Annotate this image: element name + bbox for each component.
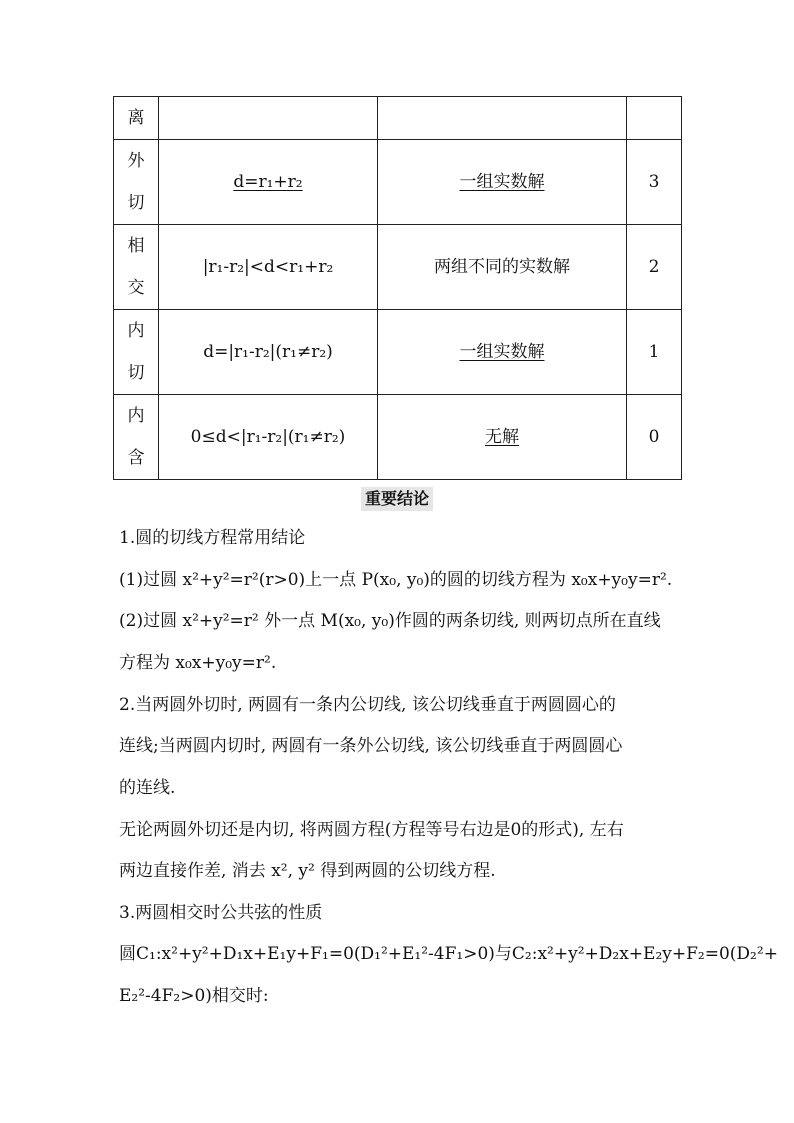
relation-cell: 内 含 [114,395,159,480]
text-line: (2)过圆 x²+y²=r² 外一点 M(x₀, y₀)作圆的两条切线, 则两切点所在直线 [119,611,661,631]
condition-cell: |r₁-r₂|<d<r₁+r₂ [159,225,378,310]
condition-cell: d=|r₁-r₂|(r₁≠r₂) [159,310,378,395]
table-row [114,97,682,140]
count-cell: 1 [627,310,682,395]
text-line: E₂²-4F₂>0)相交时: [119,986,269,1006]
table-row [114,395,682,480]
condition-cell: 0≤d<|r₁-r₂|(r₁≠r₂) [159,395,378,480]
table-row [114,140,682,225]
text-line: 的连线. [119,778,176,798]
solution-cell [378,310,627,395]
table-row [114,225,682,310]
relation-cell: 相 交 [114,225,159,310]
solution-cell [378,140,627,225]
condition-text: d=r₁+r₂ [233,172,303,192]
count-cell: 0 [627,395,682,480]
text-line: 3.两圆相交时公共弦的性质 [119,903,323,923]
section-heading: 重要结论 [0,487,794,511]
text-line: 方程为 x₀x+y₀y=r². [119,653,277,673]
solution-text: 一组实数解 [459,342,545,362]
text-line: 1.圆的切线方程常用结论 [119,528,306,548]
text-line: (1)过圆 x²+y²=r²(r>0)上一点 P(x₀, y₀)的圆的切线方程为 x₀x+y₀y=r². [119,570,673,590]
relation-table [113,96,682,480]
solution-text: 一组实数解 [459,172,545,192]
count-cell: 2 [627,225,682,310]
relation-cell: 外 切 [114,140,159,225]
relation-cell: 离 [114,97,159,140]
table-row [114,310,682,395]
count-cell [627,97,682,140]
text-line: 两边直接作差, 消去 x², y² 得到两圆的公切线方程. [119,861,496,881]
count-cell: 3 [627,140,682,225]
solution-text: 无解 [485,427,519,447]
solution-cell [378,97,627,140]
solution-cell: 两组不同的实数解 [378,225,627,310]
text-line: 无论两圆外切还是内切, 将两圆方程(方程等号右边是0的形式), 左右 [119,820,624,840]
text-line: 连线;当两圆内切时, 两圆有一条外公切线, 该公切线垂直于两圆圆心 [119,736,623,756]
relation-cell: 内 切 [114,310,159,395]
text-line: 2.当两圆外切时, 两圆有一条内公切线, 该公切线垂直于两圆圆心的 [119,695,616,715]
solution-cell [378,395,627,480]
condition-cell [159,97,378,140]
text-line: 圆C₁:x²+y²+D₁x+E₁y+F₁=0(D₁²+E₁²-4F₁>0)与C₂:x²+y²+D₂x+E₂y+F₂=0(D₂²+ [119,944,778,964]
condition-cell [159,140,378,225]
